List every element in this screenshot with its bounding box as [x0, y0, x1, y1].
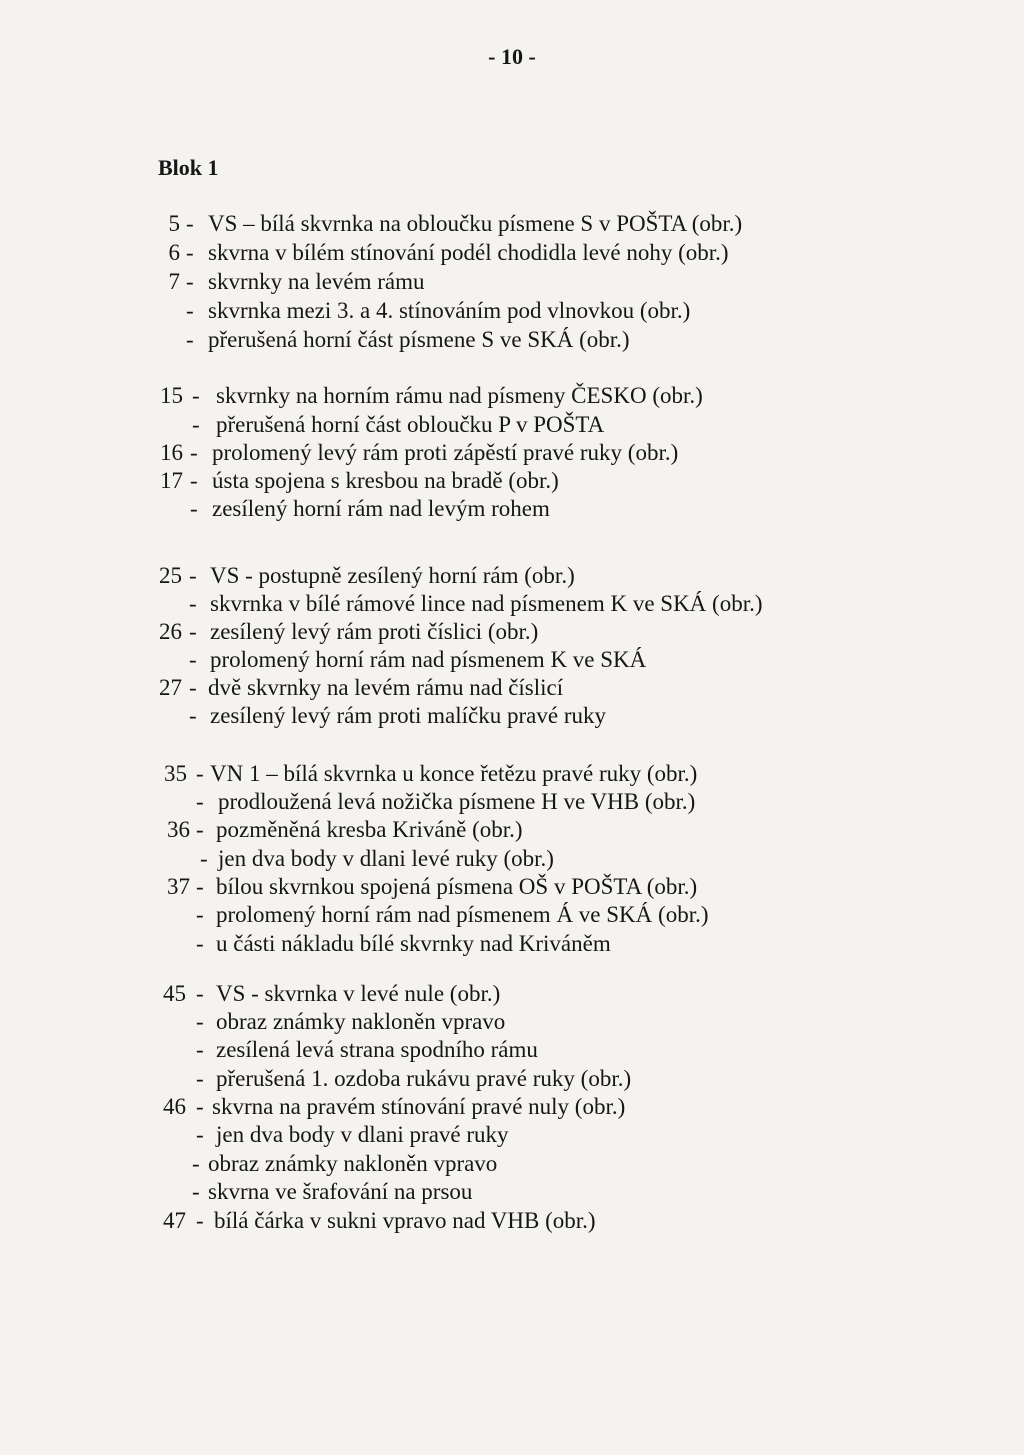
entry-text: skvrnka v bílé rámové lince nad písmenem K ve SKÁ (obr.): [210, 591, 763, 616]
entry-dash: -: [192, 412, 200, 437]
entry-text: pozměněná kresba Kriváně (obr.): [216, 817, 523, 842]
entry-text: zesílený horní rám nad levým rohem: [212, 496, 550, 521]
entry-text: prolomený horní rám nad písmenem Á ve SKÁ (obr.): [216, 902, 709, 927]
entry-text: přerušená horní část obloučku P v POŠTA: [216, 412, 605, 437]
entry-dash: -: [192, 1179, 200, 1204]
entry-text: u části nákladu bílé skvrnky nad Kriváněm: [216, 931, 611, 956]
entry-number: 45: [163, 981, 186, 1006]
entry-dash: -: [196, 1122, 204, 1147]
entry-number: 36: [167, 817, 190, 842]
entry-number: 16: [160, 440, 183, 465]
entry-text: dvě skvrnky na levém rámu nad číslicí: [208, 675, 564, 700]
entry-dash: -: [196, 902, 204, 927]
entry-dash: -: [196, 1066, 204, 1091]
entry-text: obraz známky nakloněn vpravo: [208, 1151, 498, 1176]
entry-dash: -: [189, 703, 197, 728]
entry-dash: -: [189, 675, 197, 700]
entry-dash: -: [186, 298, 194, 323]
entry-dash: -: [196, 874, 204, 899]
entry-number: 25: [159, 563, 182, 588]
entry-dash: -: [186, 327, 194, 352]
entry-dash: -: [196, 1208, 204, 1233]
entry-text: VS - postupně zesílený horní rám (obr.): [210, 563, 575, 588]
entry-text: prodloužená levá nožička písmene H ve VHB (obr.): [218, 789, 696, 814]
entry-text: jen dva body v dlani pravé ruky: [216, 1122, 509, 1147]
entry-text: prolomený horní rám nad písmenem K ve SKÁ: [210, 647, 647, 672]
entry-dash: -: [190, 496, 198, 521]
entry-text: skvrnky na levém rámu: [208, 269, 425, 294]
entry-text: skvrnka mezi 3. a 4. stínováním pod vlnovkou (obr.): [208, 298, 691, 323]
entry-dash: -: [192, 383, 200, 408]
entry-number: 15: [160, 383, 183, 408]
entry-text: VN 1 – bílá skvrnka u konce řetězu pravé ruky (obr.): [210, 761, 698, 786]
entry-text: přerušená horní část písmene S ve SKÁ (obr.): [208, 327, 630, 352]
entry-text: obraz známky nakloněn vpravo: [216, 1009, 506, 1034]
entry-dash: -: [196, 981, 204, 1006]
entry-dash: -: [196, 789, 204, 814]
entry-dash: -: [196, 1037, 204, 1062]
entry-number: 47: [163, 1208, 186, 1233]
entry-dash: -: [190, 440, 198, 465]
entry-dash: -: [186, 269, 194, 294]
entry-text: skvrnky na horním rámu nad písmeny ČESKO (obr.): [216, 383, 703, 408]
entry-text: skvrna ve šrafování na prsou: [208, 1179, 473, 1204]
entry-dash: -: [196, 931, 204, 956]
entry-dash: -: [196, 761, 204, 786]
entry-text: skvrna na pravém stínování pravé nuly (obr.): [212, 1094, 626, 1119]
entry-text: jen dva body v dlani levé ruky (obr.): [218, 846, 554, 871]
block-title: Blok 1: [158, 155, 219, 180]
entry-dash: -: [196, 817, 204, 842]
entry-number: 46: [163, 1094, 186, 1119]
entry-number: 35: [164, 761, 187, 786]
entry-text: přerušená 1. ozdoba rukávu pravé ruky (obr.): [216, 1066, 632, 1091]
entry-dash: -: [186, 240, 194, 265]
entry-text: skvrna v bílém stínování podél chodidla levé nohy (obr.): [208, 240, 729, 265]
entry-text: ústa spojena s kresbou na bradě (obr.): [212, 468, 559, 493]
entry-dash: -: [189, 591, 197, 616]
entry-text: VS - skvrnka v levé nule (obr.): [216, 981, 501, 1006]
entry-text: zesílená levá strana spodního rámu: [216, 1037, 538, 1062]
entry-dash: -: [196, 1094, 204, 1119]
entry-text: prolomený levý rám proti zápěstí pravé ruky (obr.): [212, 440, 679, 465]
entry-number: 27: [159, 675, 182, 700]
page-number: - 10 -: [488, 44, 536, 69]
entry-text: zesílený levý rám proti malíčku pravé ruky: [210, 703, 606, 728]
entry-dash: -: [189, 647, 197, 672]
entry-number: 17: [160, 468, 183, 493]
entry-dash: -: [192, 1151, 200, 1176]
entry-number: 6: [168, 240, 180, 265]
entry-dash: -: [189, 619, 197, 644]
entry-number: 5: [168, 211, 180, 236]
entry-dash: -: [196, 1009, 204, 1034]
entry-number: 37: [167, 874, 190, 899]
entry-dash: -: [186, 211, 194, 236]
entry-dash: -: [189, 563, 197, 588]
entry-number: 7: [168, 269, 180, 294]
entry-dash: -: [190, 468, 198, 493]
entry-number: 26: [159, 619, 182, 644]
entry-text: VS – bílá skvrnka na obloučku písmene S v POŠTA (obr.): [208, 211, 743, 236]
entry-text: bílá čárka v sukni vpravo nad VHB (obr.): [214, 1208, 596, 1233]
entry-text: zesílený levý rám proti číslici (obr.): [210, 619, 539, 644]
entry-dash: -: [200, 846, 208, 871]
entry-text: bílou skvrnkou spojená písmena OŠ v POŠTA (obr.): [216, 874, 698, 899]
